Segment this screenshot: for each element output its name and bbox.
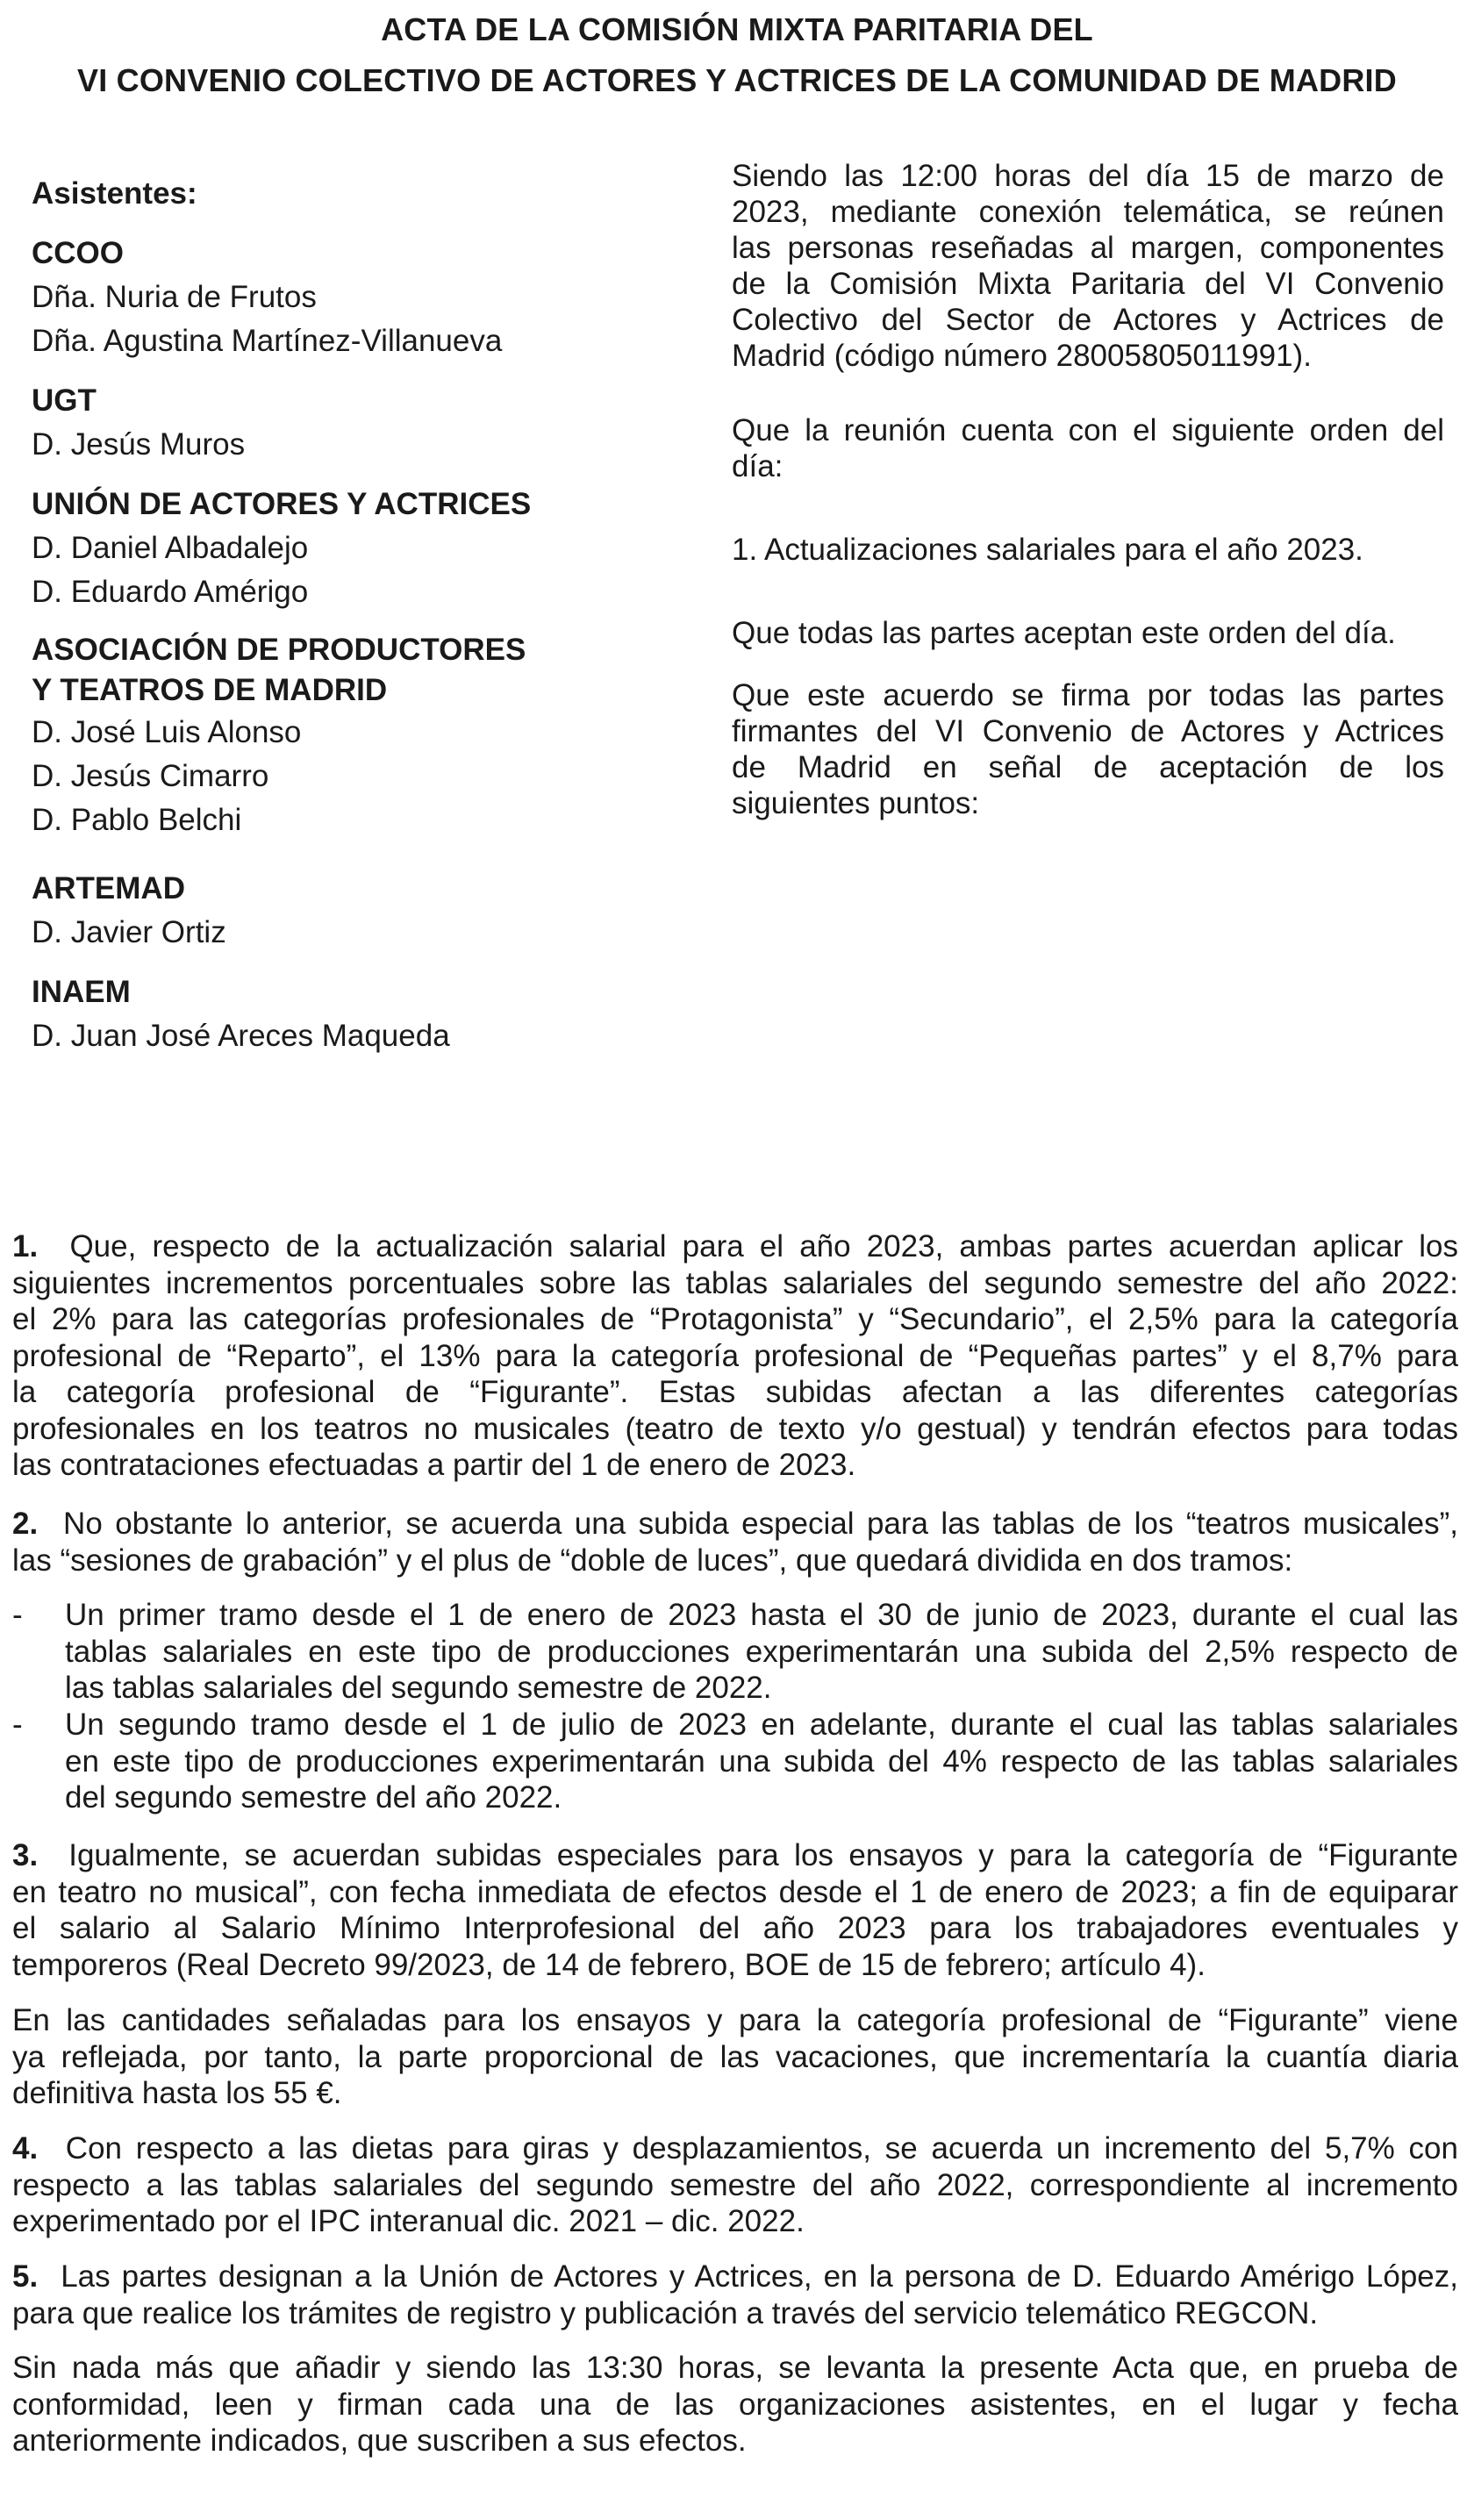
- point-1: [12, 1228, 1458, 1484]
- point-number: 1.: [12, 1229, 39, 1264]
- attendee-name: D. Pablo Belchi: [32, 803, 242, 837]
- document-title-line-1: ACTA DE LA COMISIÓN MIXTA PARITARIA DEL: [381, 11, 1093, 47]
- attendees-column: [32, 172, 698, 1058]
- point-3-continuation: [12, 2002, 1458, 2112]
- text-line: En las cantidades señaladas para los ensayos y para la categoría profesional de “Figurante” viene: [12, 2003, 1458, 2037]
- text-line: Siendo las 12:00 horas del día 15 de marzo de: [732, 159, 1444, 193]
- intro-paragraph-4: [732, 677, 1444, 821]
- group-name-union-actores: UNIÓN DE ACTORES Y ACTRICES: [32, 487, 532, 521]
- dash-bullet: -: [12, 1598, 23, 1632]
- text-line: las personas reseñadas al margen, componentes: [732, 231, 1444, 265]
- text-line: profesional de “Reparto”, el 13% para la categoría profesional de “Pequeñas partes” y el 8,7% para: [12, 1338, 1458, 1373]
- text-line: Las partes designan a la Unión de Actores y Actrices, en la persona de D. Eduardo Amérigo López,: [61, 2259, 1459, 2294]
- attendee-name: D. Jesús Cimarro: [32, 759, 269, 793]
- text-line: Colectivo del Sector de Actores y Actrices de: [732, 303, 1444, 337]
- text-line: 2023, mediante conexión telemática, se reúnen: [732, 195, 1444, 229]
- intro-paragraph-2: [732, 412, 1444, 484]
- text-line: conformidad, leen y firman cada una de las organizaciones asistentes, en el lugar y fecha: [12, 2387, 1458, 2422]
- attendee-name: D. Javier Ortiz: [32, 915, 226, 949]
- point-number: 5.: [12, 2259, 39, 2294]
- group-name-productores-line-2: Y TEATROS DE MADRID: [32, 673, 388, 707]
- text-line: experimentado por el IPC interanual dic. 2021 – dic. 2022.: [12, 2204, 805, 2238]
- intro-paragraph-3: Que todas las partes aceptan este orden del día.: [732, 616, 1396, 650]
- text-line: Que este acuerdo se firma por todas las partes: [732, 678, 1444, 712]
- text-line: las “sesiones de grabación” y el plus de “doble de luces”, que quedará dividida en dos tramos:: [12, 1543, 1293, 1578]
- attendee-name: Dña. Agustina Martínez-Villanueva: [32, 324, 503, 358]
- text-line: No obstante lo anterior, se acuerda una subida especial para las tablas de los “teatros musicales”,: [63, 1507, 1458, 1541]
- point-5: [12, 2259, 1458, 2331]
- text-line: Con respecto a las dietas para giras y desplazamientos, se acuerda un incremento del 5,7% con: [65, 2131, 1458, 2166]
- text-line: del segundo semestre del año 2022.: [65, 1780, 562, 1815]
- point-2: [12, 1506, 1458, 1579]
- text-line: tablas salariales en este tipo de producciones experimentarán una subida del 2,5% respecto de: [65, 1634, 1458, 1669]
- attendee-name: D. Daniel Albadalejo: [32, 531, 309, 565]
- text-line: Un segundo tramo desde el 1 de julio de 2023 en adelante, durante el cual las tablas salariales: [65, 1707, 1458, 1742]
- point-3: [12, 1837, 1458, 1983]
- intro-column: [732, 158, 1444, 821]
- text-line: siguientes puntos:: [732, 786, 980, 820]
- text-line: Sin nada más que añadir y siendo las 13:30 horas, se levanta la presente Acta que, en prueba de: [12, 2351, 1458, 2385]
- text-line: Que la reunión cuenta con el siguiente orden del: [732, 413, 1444, 447]
- point-number: 4.: [12, 2131, 39, 2166]
- attendee-name: D. Jesús Muros: [32, 427, 246, 462]
- closing-paragraph: [12, 2350, 1458, 2459]
- text-line: día:: [732, 449, 784, 483]
- text-line: para que realice los trámites de registro y publicación a través del servicio telemático REGCON.: [12, 2295, 1319, 2330]
- text-line: Un primer tramo desde el 1 de enero de 2023 hasta el 30 de junio de 2023, durante el cual las: [65, 1598, 1458, 1632]
- text-line: en teatro no musical”, con fecha inmediata de efectos desde el 1 de enero de 2023; a fin de equiparar: [12, 1874, 1458, 1909]
- text-line: la categoría profesional de “Figurante”. Estas subidas afectan a las diferentes categorías: [12, 1375, 1458, 1409]
- text-line: Que, respecto de la actualización salarial para el año 2023, ambas partes acuerdan aplicar los: [69, 1229, 1459, 1264]
- text-line: temporeros (Real Decreto 99/2023, de 14 de febrero, BOE de 15 de febrero; artículo 4).: [12, 1947, 1206, 1982]
- dash-bullet: -: [12, 1707, 23, 1742]
- text-line: las contrataciones efectuadas a partir del 1 de enero de 2023.: [12, 1448, 856, 1482]
- text-line: de Madrid en señal de aceptación de los: [732, 750, 1444, 784]
- point-number: 2.: [12, 1507, 39, 1541]
- attendee-name: D. Eduardo Amérigo: [32, 575, 309, 609]
- text-line: ya reflejada, por tanto, la parte proporcional de las vacaciones, que incrementaría la cuantía diaria: [12, 2039, 1458, 2074]
- text-line: en este tipo de producciones experimentarán una subida del 4% respecto de las tablas salariales: [65, 1743, 1458, 1779]
- point-4: [12, 2130, 1458, 2240]
- point-number: 3.: [12, 1838, 39, 1872]
- attendee-name: Dña. Nuria de Frutos: [32, 280, 317, 314]
- agenda-item: 1. Actualizaciones salariales para el año 2023.: [732, 533, 1363, 567]
- text-line: siguientes incrementos porcentuales sobre las tablas salariales del segundo semestre del año 2022:: [12, 1265, 1458, 1300]
- group-name-ccoo: CCOO: [32, 236, 124, 270]
- group-name-inaem: INAEM: [32, 975, 131, 1009]
- text-line: Madrid (código número 28005805011991).: [732, 339, 1312, 373]
- text-line: respecto a las tablas salariales del segundo semestre del año 2022, correspondiente al incremento: [12, 2167, 1458, 2202]
- group-name-artemad: ARTEMAD: [32, 871, 185, 906]
- text-line: de la Comisión Mixta Paritaria del VI Convenio: [732, 267, 1444, 301]
- text-line: las tablas salariales del segundo semestre de 2022.: [65, 1671, 772, 1705]
- text-line: definitiva hasta los 55 €.: [12, 2076, 342, 2110]
- attendees-heading: Asistentes:: [32, 176, 197, 211]
- text-line: el 2% para las categorías profesionales de “Protagonista” y “Secundario”, el 2,5% para la categoría: [12, 1302, 1458, 1336]
- text-line: Igualmente, se acuerdan subidas especiales para los ensayos y para la categoría de “Figurante: [68, 1838, 1459, 1872]
- document-title-line-2: VI CONVENIO COLECTIVO DE ACTORES Y ACTRICES DE LA COMUNIDAD DE MADRID: [77, 62, 1397, 98]
- text-line: anteriormente indicados, que suscriben a sus efectos.: [12, 2423, 747, 2458]
- group-name-ugt: UGT: [32, 383, 97, 418]
- attendee-name: D. Juan José Areces Maqueda: [32, 1019, 450, 1053]
- attendee-name: D. José Luis Alonso: [32, 715, 302, 749]
- text-line: firmantes del VI Convenio de Actores y Actrices: [732, 714, 1444, 748]
- group-name-productores-line-1: ASOCIACIÓN DE PRODUCTORES: [32, 633, 526, 667]
- intro-paragraph-1: [732, 158, 1444, 374]
- text-line: profesionales en los teatros no musicales (teatro de texto y/o gestual) y tendrán efectos para todas: [12, 1411, 1458, 1446]
- text-line: el salario al Salario Mínimo Interprofesional del año 2023 para los trabajadores eventuales y: [12, 1911, 1458, 1945]
